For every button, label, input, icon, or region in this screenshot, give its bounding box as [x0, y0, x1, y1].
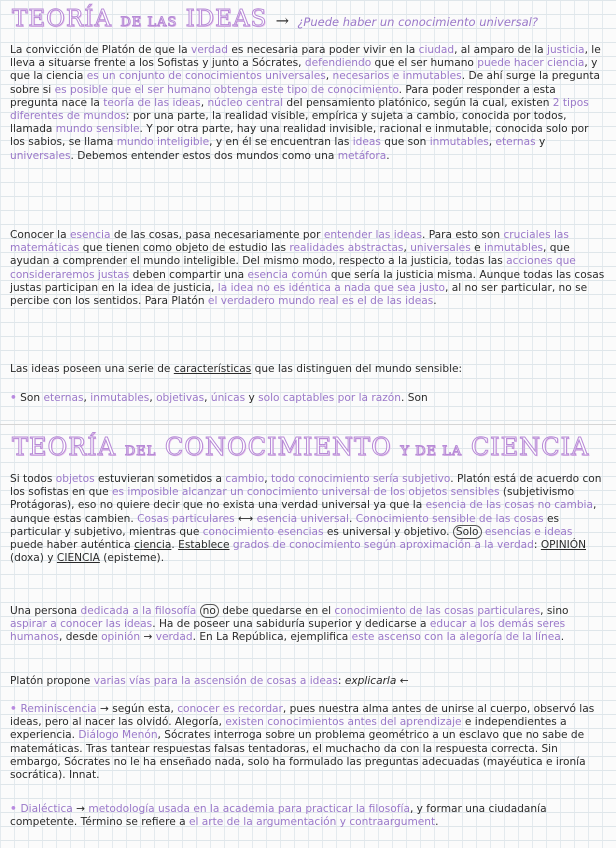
highlight-text: grados de conocimiento según aproximación a la verdad: [232, 539, 534, 552]
text-run: , y formar una ciudadanía competente. Término se refiere a: [10, 803, 547, 829]
text-run: puede haber auténtica: [10, 539, 135, 552]
text-run: ,: [83, 392, 91, 404]
text-run: La convicción de Platón de que la: [10, 44, 192, 56]
title-word: CIENCIA: [470, 433, 590, 461]
highlight-text: esencia de las cosas no cambia: [425, 499, 593, 512]
underlined-text: características: [173, 363, 252, 375]
text-run: y: [245, 392, 259, 404]
highlight-text: existen conocimientos antes del aprendizaje: [225, 716, 462, 729]
text-run: (subjetivismo Protágoras), eso no quiere decir que no exista una verdad universal ya que la: [10, 486, 575, 512]
highlight-text: es un conjunto de conocimientos universales: [86, 70, 326, 83]
highlight-text: universales: [410, 242, 471, 255]
highlight-text: acciones que consideraremos justas: [10, 255, 576, 281]
text-run: , le lleva a situarse frente a los Sofistas y junto a Sócrates,: [10, 44, 601, 70]
text-run: . Para esto son: [421, 229, 504, 241]
text-run: (episteme).: [99, 552, 165, 565]
text-run: ,: [488, 136, 496, 149]
highlight-text: inmutables: [90, 392, 150, 404]
highlight-text: teoría de las ideas: [103, 96, 201, 109]
boxed-text: Solo: [453, 525, 482, 539]
text-run: . En La República, ejemplifica: [192, 631, 352, 644]
paragraph-2: [10, 229, 606, 308]
highlight-text: dedicada a la filosofía: [80, 605, 197, 617]
text-run: , que ayudan a comprender el mundo inteligible. Del mismo modo, respecto a la justicia, todas las: [10, 242, 570, 268]
highlight-text: esencia universal: [256, 512, 349, 525]
text-run: Si todos: [10, 473, 56, 485]
text-run: , al no ser particular, no se percibe con los sentidos. Para Platón: [10, 281, 588, 308]
highlight-text: mundo sensible: [55, 123, 140, 136]
text-run: . Ha de poseer una sabiduría superior y dedicarse a: [152, 618, 430, 631]
highlight-text: puede hacer ciencia: [477, 57, 585, 70]
text-run: Las ideas poseen una serie de: [10, 363, 174, 375]
text-run: , y en él se encuentran las: [209, 136, 353, 149]
title-word: TEORÍA: [12, 6, 112, 32]
text-run: Conocer la: [10, 229, 70, 241]
text-run: ,: [403, 242, 411, 255]
text-run: y: [535, 136, 546, 149]
text-run: →: [140, 631, 156, 644]
title-teoria-conocimiento: [12, 433, 589, 461]
highlight-text: educar a los demás seres humanos: [10, 618, 566, 644]
text-run: ,: [149, 392, 157, 404]
sheet-teoria-ideas: [0, 0, 616, 418]
highlight-text: conocer es recordar: [177, 703, 283, 715]
highlight-text: aspirar a conocer las ideas: [10, 618, 153, 631]
highlight-text: cambio: [225, 473, 265, 485]
highlight-text: mundo inteligible: [116, 136, 210, 149]
text-run: e independientes a experiencia.: [10, 716, 567, 742]
text-run: .: [171, 539, 179, 552]
text-run: Una persona: [10, 605, 81, 617]
text-run: . Y por otra parte, hay una realidad invisible, racional e inmutable, conocida solo por los sabios, se llama: [10, 123, 589, 149]
highlight-text: verdad: [191, 44, 228, 56]
highlight-text: solo captables por la razón: [258, 392, 401, 404]
highlight-text: ciudad: [418, 44, 455, 56]
title-word: CONOCIMIENTO: [164, 433, 392, 461]
text-run: :: [533, 539, 541, 552]
bullet-icon: •: [10, 703, 21, 715]
highlight-text: inmutables: [483, 242, 544, 255]
text-run: .: [386, 149, 390, 162]
text-run: , y que la ciencia: [10, 57, 598, 83]
text-run: del pensamiento platónico, según la cual, existen: [283, 96, 553, 109]
text-run: ⟷: [234, 512, 257, 525]
highlight-text: únicas: [210, 392, 246, 404]
highlight-text: Diálogo Menón: [78, 729, 158, 742]
text-run: .: [433, 295, 437, 308]
paragraph-1: [10, 473, 606, 565]
highlight-text: es posible que el ser humano obtenga este tipo de conocimiento: [54, 83, 399, 96]
highlight-text: es imposible alcanzar un conocimiento universal de los objetos sensibles: [111, 486, 500, 499]
highlight-text: eternas: [495, 136, 536, 149]
paragraph-3: [10, 363, 606, 376]
highlight-text: conocimiento de las cosas particulares: [334, 605, 541, 617]
title-word: IDEAS: [185, 6, 268, 32]
text-run: .: [560, 631, 565, 644]
text-run: . Debemos entender estos dos mundos como una: [70, 149, 338, 162]
highlight-text: esencia: [69, 229, 111, 241]
text-run: que tienen como objeto de estudio las: [79, 242, 290, 255]
text-run: , sino: [540, 605, 569, 617]
text-run: :: [337, 675, 345, 687]
text-run: e: [470, 242, 484, 255]
highlight-text: realidades abstractas: [289, 242, 404, 255]
bullet-item: [10, 803, 606, 829]
highlight-text: este ascenso con la alegoría de la línea: [351, 631, 561, 644]
text-run: . Platón está de acuerdo con los sofistas en que: [10, 473, 602, 499]
underlined-text: Establece: [178, 539, 230, 552]
text-run: , desde: [58, 631, 102, 644]
text-run: es universal y objetivo.: [323, 525, 453, 538]
text-run: Son: [16, 392, 44, 404]
text-run: que sería la justicia misma. Aunque todas las cosas justas participan en la idea de justicia,: [10, 268, 605, 294]
highlight-text: verdad: [155, 631, 193, 644]
paragraph-3: [10, 675, 606, 688]
text-run: ,: [325, 70, 333, 83]
text-run: estuvieran sometidos a: [94, 473, 226, 485]
text-run: , Sócrates interroga sobre un problema geométrico a un esclavo que no sabe de matemáticas. Tras tantear respuestas falsas tentadoras, el muchacho da con la respuesta correcta. Sin embargo, Sócrates no le ha enseñado nada, solo ha formulado las preguntas adecuadas (mayéutica e ironía socrática). Innat.: [10, 729, 586, 782]
highlight-text: esencia común: [247, 268, 328, 281]
text-run: que son: [380, 136, 430, 149]
highlight-text: opinión: [101, 631, 141, 644]
text-run: . Son: [401, 392, 428, 404]
text-run: .: [435, 816, 439, 829]
highlight-text: 2 tipos diferentes de mundos: [10, 96, 589, 123]
bullet-icon: •: [10, 392, 17, 404]
text-run: Platón propone: [10, 675, 94, 687]
highlight-text: inmutables: [429, 136, 489, 149]
text-run: . Para poder responder a esta pregunta nace la: [10, 83, 556, 109]
highlight-text: objetos: [55, 473, 95, 485]
underlined-text: OPINIÓN: [540, 539, 587, 552]
text-run: (doxa) y: [10, 552, 57, 565]
boxed-text: no: [200, 604, 219, 618]
highlight-text: Dialéctica: [20, 803, 73, 815]
highlight-text: ideas: [352, 136, 381, 149]
text-run: .: [349, 512, 356, 525]
text-run: ,: [204, 392, 211, 404]
text-run: que las distinguen del mundo sensible:: [251, 363, 463, 375]
text-run: , aunque estas cambien.: [10, 499, 597, 525]
bullet-text: [17, 392, 428, 404]
margin-note: explicarla ←: [344, 675, 409, 687]
text-run: que el ser humano: [371, 57, 478, 70]
text-run: . De ahí surge la pregunta sobre si: [10, 70, 600, 96]
text-run: , al amparo de la: [454, 44, 548, 56]
text-run: ,: [264, 473, 271, 485]
title-word: DEL: [124, 444, 157, 459]
highlight-text: metáfora: [337, 149, 387, 162]
highlight-text: cruciales las matemáticas: [10, 229, 569, 255]
highlight-text: esencias e ideas: [484, 525, 573, 538]
bullet-item: [10, 392, 606, 405]
highlight-text: entender las ideas: [323, 229, 422, 241]
title-word: TEORÍA: [12, 433, 117, 461]
highlight-text: Cosas particulares: [137, 512, 235, 525]
highlight-text: la idea no es idéntica a nada que sea justo: [217, 281, 445, 294]
sheet-teoria-conocimiento: [0, 424, 616, 848]
title-word: DE LAS: [120, 15, 178, 30]
highlight-text: el verdadero mundo real es el de las ideas: [207, 295, 434, 308]
highlight-text: metodología usada en la academia para practicar la filosofía: [88, 803, 410, 815]
paragraph-1: [10, 44, 606, 163]
text-run: deben compartir una: [129, 268, 248, 281]
highlight-text: objetivas: [156, 392, 205, 404]
text-run: ,: [200, 96, 208, 109]
text-run: : por una parte, la realidad visible, empírica y sujeta a cambio, conocida por todos, llamada: [10, 110, 567, 136]
highlight-text: justicia: [547, 44, 585, 56]
highlight-text: núcleo central: [207, 96, 284, 109]
text-run: de las cosas, pasa necesariamente por: [110, 229, 324, 241]
title-teoria-ideas: [12, 6, 538, 32]
highlight-text: el arte de la argumentación y contraargument: [188, 816, 436, 829]
text-run: es necesaria para poder vivir en la: [227, 44, 419, 56]
text-run: →: [72, 803, 89, 815]
title-question: ¿Puede haber un conocimiento universal?: [297, 15, 538, 29]
title-word: Y DE LA: [400, 444, 463, 459]
bullet-icon: •: [10, 803, 21, 815]
highlight-text: eternas: [43, 392, 84, 404]
text-run: → según esta,: [96, 703, 178, 715]
highlight-text: Reminiscencia: [20, 703, 97, 715]
text-run: es particular y subjetivo, mientras que: [10, 512, 560, 538]
bullet-item: [10, 703, 606, 782]
highlight-text: varias vías para la ascensión de cosas a ideas: [93, 675, 338, 687]
underlined-text: ciencia: [134, 539, 172, 552]
text-run: , pues nuestra alma antes de unirse al cuerpo, observó las ideas, pero al nacer las olvidó. Alegoría,: [10, 703, 595, 729]
highlight-text: universales: [10, 149, 71, 162]
paragraph-2: [10, 605, 606, 645]
highlight-text: todo conocimiento sería subjetivo: [270, 473, 451, 485]
underlined-text: CIENCIA: [56, 552, 100, 565]
highlight-text: necesarios e inmutables: [332, 70, 462, 83]
text-run: debe quedarse en el: [218, 605, 335, 617]
highlight-text: conocimiento esencias: [202, 525, 324, 538]
arrow-icon: →: [275, 11, 290, 30]
highlight-text: Conocimiento sensible de las cosas: [355, 512, 544, 525]
highlight-text: defendiendo: [304, 57, 372, 70]
